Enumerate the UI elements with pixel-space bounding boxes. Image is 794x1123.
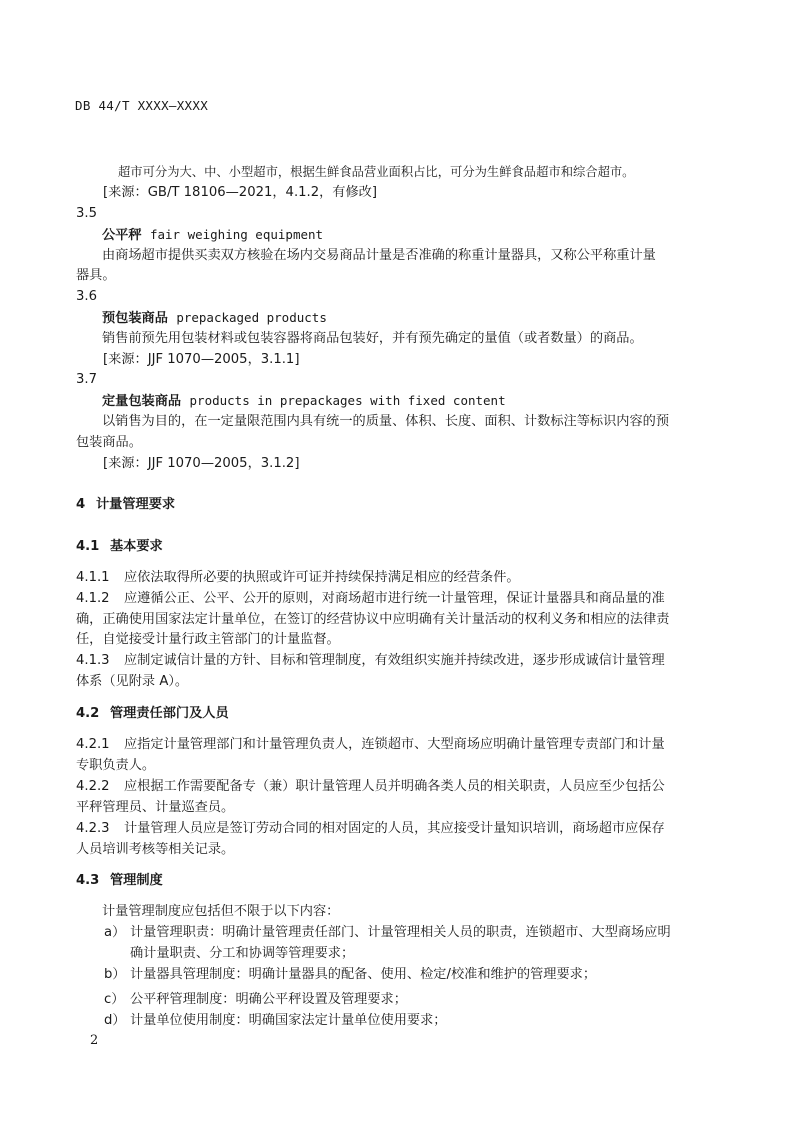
list-item [104, 965, 596, 985]
clause-number: 4.1.1 [76, 570, 110, 585]
list-marker: c） [104, 992, 125, 1007]
clause-text: 应遵循公正、公平、公开的原则，对商场超市进行统一计量管理，保证计量器具和商品量的准 [124, 591, 665, 606]
term-english-name: fair weighing equipment [149, 227, 324, 242]
term-title [102, 308, 327, 329]
section-number: 4.1 [76, 539, 100, 554]
source-reference: [来源：GB/T 18106—2021，4.1.2，有修改] [103, 185, 378, 200]
source-reference: [来源：JJF 1070—2005，3.1.2] [103, 456, 300, 471]
section-title: 管理责任部门及人员 [110, 706, 229, 721]
term-chinese-name: 预包装商品 [102, 311, 168, 326]
clause [76, 777, 665, 797]
list-item [104, 990, 407, 1010]
clause [76, 735, 665, 755]
term-definition-cont: 包装商品。 [76, 435, 142, 450]
clause-number: 4.2.3 [76, 821, 110, 836]
term-number: 3.5 [76, 206, 97, 221]
page-number: 2 [90, 1033, 99, 1048]
term-english-name: prepackaged products [176, 310, 327, 325]
list-item [104, 923, 671, 943]
term-chinese-name: 定量包装商品 [102, 394, 182, 409]
term-title [102, 391, 506, 412]
clause-text-cont: 体系（见附录 A）。 [76, 674, 189, 689]
clause-number: 4.2.1 [76, 737, 110, 752]
clause-text-cont: 人员培训考核等相关记录。 [76, 842, 235, 857]
clause [76, 568, 520, 588]
clause-text-cont: 专职负责人。 [76, 758, 156, 773]
term-definition: 销售前预先用包装材料或包装容器将商品包装好，并有预先确定的量值（或者数量）的商品。 [102, 331, 643, 346]
list-marker: d） [104, 1013, 126, 1028]
list-item-text: 计量器具管理制度：明确计量器具的配备、使用、检定/校准和维护的管理要求； [130, 967, 597, 982]
clause-text-cont: 确，正确使用国家法定计量单位，在签订的经营协议中应明确有关计量活动的权利义务和相应的法律责 [76, 612, 670, 627]
term-chinese-name: 公平秤 [102, 228, 142, 243]
list-item-text: 计量单位使用制度：明确国家法定计量单位使用要求； [130, 1013, 447, 1028]
term-number: 3.7 [76, 372, 97, 387]
clause-text: 计量管理人员应是签订劳动合同的相对固定的人员，其应接受计量知识培训，商场超市应保存 [124, 821, 665, 836]
clause-text: 应指定计量管理部门和计量管理负责人，连锁超市、大型商场应明确计量管理专责部门和计量 [124, 737, 665, 752]
list-item [104, 1011, 447, 1031]
source-reference: [来源：JJF 1070—2005，3.1.1] [103, 352, 300, 367]
section-title: 计量管理要求 [96, 497, 176, 512]
clause [76, 651, 665, 671]
clause-number: 4.1.3 [76, 653, 110, 668]
term-english-name: products in prepackages with fixed content [189, 393, 506, 408]
list-item-text: 公平秤管理制度：明确公平秤设置及管理要求； [130, 992, 407, 1007]
term-definition: 以销售为目的，在一定量限范围内具有统一的质量、体积、长度、面积、计数标注等标识内容的预 [102, 414, 670, 429]
term-definition: 由商场超市提供买卖双方核验在场内交易商品计量是否准确的称重计量器具，又称公平称重计量 [102, 248, 656, 263]
clause-text-cont: 任，自觉接受计量行政主管部门的计量监督。 [76, 632, 340, 647]
section-number: 4.3 [76, 873, 100, 888]
section-number: 4 [76, 497, 86, 512]
section-heading [76, 495, 175, 515]
section-title: 管理制度 [110, 873, 163, 888]
clause [76, 819, 665, 839]
term-number: 3.6 [76, 289, 97, 304]
clause-number: 4.2.2 [76, 779, 110, 794]
subsection-heading [76, 537, 163, 557]
subsection-heading [76, 704, 229, 724]
section-title: 基本要求 [110, 539, 163, 554]
list-marker: b） [104, 967, 126, 982]
list-marker: a） [104, 925, 126, 940]
clause-text: 应根据工作需要配备专（兼）职计量管理人员并明确各类人员的相关职责，人员应至少包括公 [124, 779, 665, 794]
clause-number: 4.1.2 [76, 591, 110, 606]
clause [76, 589, 665, 609]
list-item-text: 计量管理职责：明确计量管理责任部门、计量管理相关人员的职责，连锁超市、大型商场应明 [130, 925, 671, 940]
subsection-heading [76, 871, 163, 891]
term-title [102, 225, 323, 246]
clause-text: 应依法取得所必要的执照或许可证并持续保持满足相应的经营条件。 [124, 570, 520, 585]
term-definition-cont: 器具。 [76, 268, 116, 283]
note-line: 超市可分为大、中、小型超市，根据生鲜食品营业面积占比，可分为生鲜食品超市和综合超市。 [118, 165, 635, 179]
document-code-header: DB 44/T XXXX—XXXX [75, 98, 209, 113]
clause-text-cont: 平秤管理员、计量巡查员。 [76, 800, 235, 815]
section-number: 4.2 [76, 706, 100, 721]
list-intro: 计量管理制度应包括但不限于以下内容： [102, 904, 340, 919]
list-item-text-cont: 确计量职责、分工和协调等管理要求； [130, 946, 355, 961]
clause-text: 应制定诚信计量的方针、目标和管理制度，有效组织实施并持续改进，逐步形成诚信计量管理 [124, 653, 665, 668]
